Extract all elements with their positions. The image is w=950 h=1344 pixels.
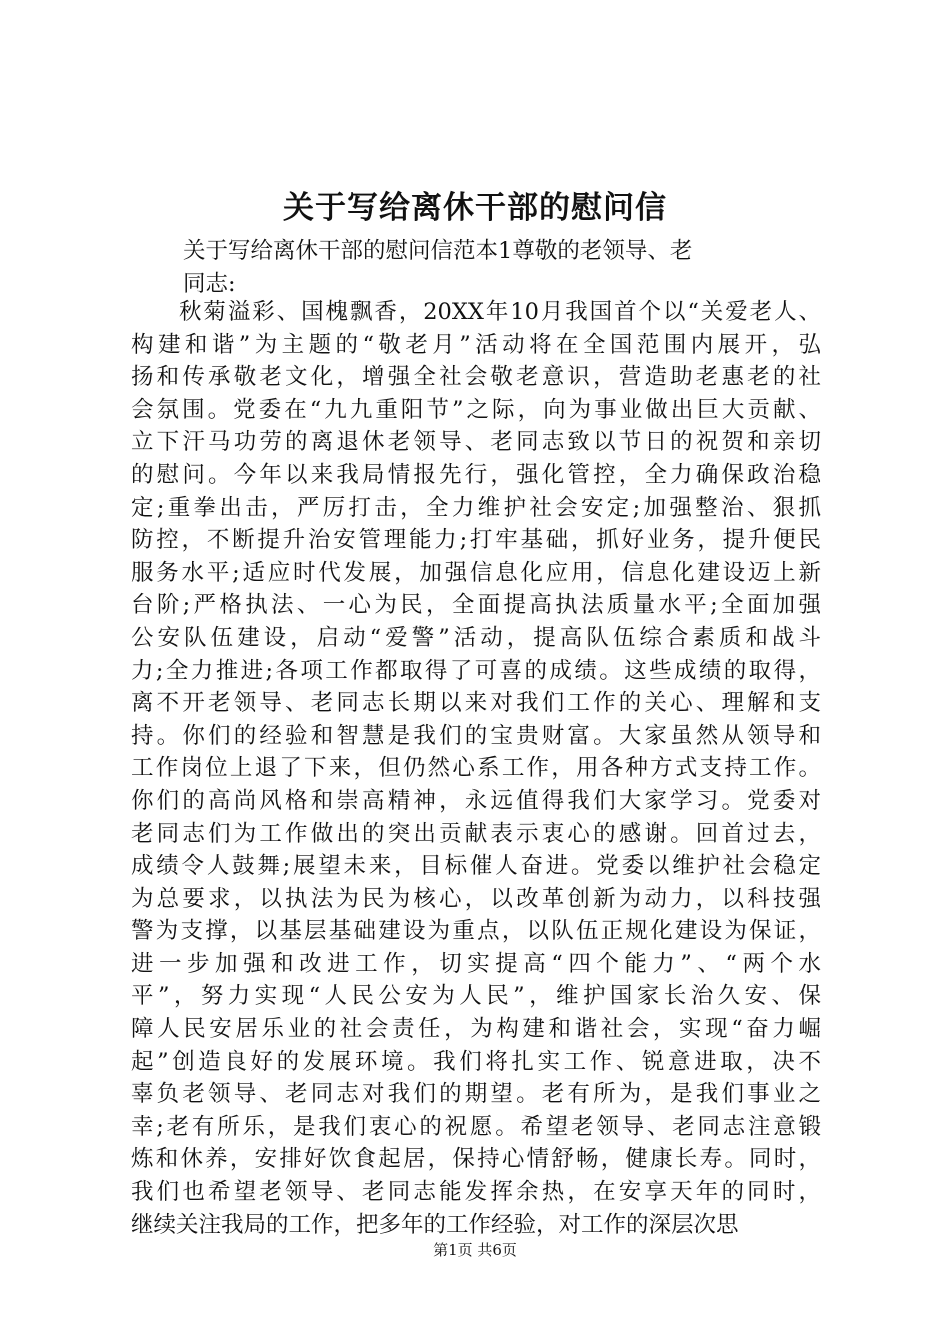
intro-paragraph bbox=[183, 235, 783, 301]
body-line: 公安队伍建设，启动“爱警”活动，提高队伍综合素质和战斗 bbox=[131, 624, 821, 651]
body-line: 防控，不断提升治安管理能力;打牢基础，抓好业务，提升便民 bbox=[131, 527, 821, 554]
body-line: 构建和谐”为主题的“敬老月”活动将在全国范围内展开，弘 bbox=[131, 331, 821, 358]
body-line: 炼和休养，安排好饮食起居，保持心情舒畅，健康长寿。同时， bbox=[131, 1146, 821, 1173]
body-line: 障人民安居乐业的社会责任，为构建和谐社会，实现“奋力崛 bbox=[131, 1016, 821, 1043]
body-line: 平”，努力实现“人民公安为人民”，维护国家长治久安、保 bbox=[131, 983, 821, 1010]
document-title: 关于写给离休干部的慰问信 bbox=[283, 190, 667, 226]
body-line: 离不开老领导、老同志长期以来对我们工作的关心、理解和支 bbox=[131, 690, 821, 717]
body-line: 服务水平;适应时代发展，加强信息化应用，信息化建设迈上新 bbox=[131, 559, 821, 586]
intro-line: 同志: bbox=[183, 271, 236, 297]
body-line: 你们的高尚风格和崇高精神，永远值得我们大家学习。党委对 bbox=[131, 787, 821, 814]
body-line: 力;全力推进;各项工作都取得了可喜的成绩。这些成绩的取得， bbox=[131, 657, 821, 684]
body-line: 警为支撑，以基层基础建设为重点，以队伍正规化建设为保证， bbox=[131, 918, 821, 945]
body-line: 为总要求，以执法为民为核心，以改革创新为动力，以科技强 bbox=[131, 885, 821, 912]
body-line: 秋菊溢彩、国槐飘香，20XX年10月我国首个以“关爱老人、 bbox=[179, 299, 821, 325]
body-line: 台阶;严格执法、一心为民，全面提高执法质量水平;全面加强 bbox=[131, 592, 821, 619]
body-paragraph bbox=[131, 296, 821, 1241]
body-line: 扬和传承敬老文化，增强全社会敬老意识，营造助老惠老的社 bbox=[131, 364, 821, 391]
body-line: 老同志们为工作做出的突出贡献表示衷心的感谢。回首过去， bbox=[131, 820, 821, 847]
body-line: 继续关注我局的工作，把多年的工作经验，对工作的深层次思 bbox=[131, 1211, 739, 1238]
body-line: 成绩令人鼓舞;展望未来，目标催人奋进。党委以维护社会稳定 bbox=[131, 853, 821, 880]
body-line: 起”创造良好的发展环境。我们将扎实工作、锐意进取，决不 bbox=[131, 1048, 821, 1075]
body-line: 进一步加强和改进工作，切实提高“四个能力”、“两个水 bbox=[131, 950, 821, 977]
body-line: 立下汗马功劳的离退休老领导、老同志致以节日的祝贺和亲切 bbox=[131, 429, 821, 456]
intro-line: 关于写给离休干部的慰问信范本1尊敬的老领导、老 bbox=[183, 238, 693, 264]
body-line: 工作岗位上退了下来，但仍然心系工作，用各种方式支持工作。 bbox=[131, 755, 821, 782]
body-line: 辜负老领导、老同志对我们的期望。老有所为，是我们事业之 bbox=[131, 1081, 821, 1108]
body-line: 持。你们的经验和智慧是我们的宝贵财富。大家虽然从领导和 bbox=[131, 722, 821, 749]
body-line: 的慰问。今年以来我局情报先行，强化管控，全力确保政治稳 bbox=[131, 461, 821, 488]
body-line: 幸;老有所乐，是我们衷心的祝愿。希望老领导、老同志注意锻 bbox=[131, 1113, 821, 1140]
body-line: 定;重拳出击，严厉打击，全力维护社会安定;加强整治、狠抓 bbox=[131, 494, 821, 521]
page-number-footer: 第1页 共6页 bbox=[433, 1241, 517, 1259]
body-line: 会氛围。党委在“九九重阳节”之际，向为事业做出巨大贡献、 bbox=[131, 396, 821, 423]
body-line: 我们也希望老领导、老同志能发挥余热，在安享天年的同时， bbox=[131, 1179, 821, 1206]
